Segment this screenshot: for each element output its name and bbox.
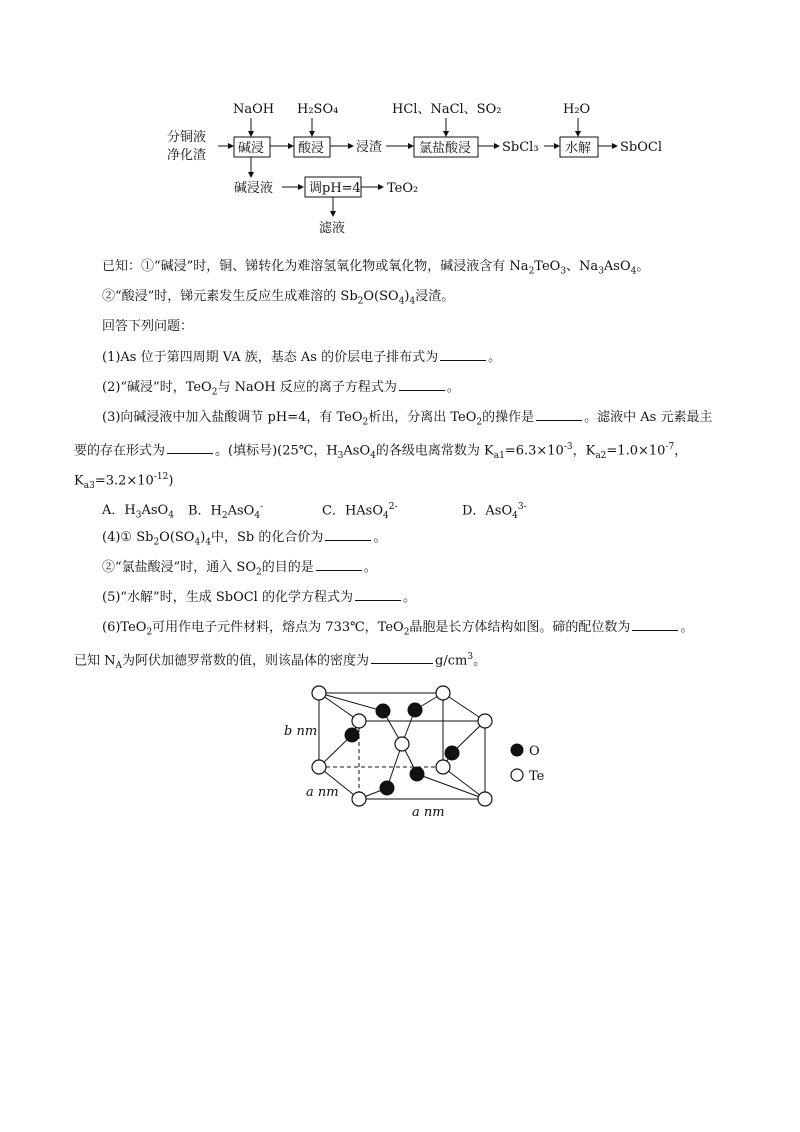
arrowhead-sbcl3-hydrolysis <box>554 143 560 149</box>
option-b-text2: AsO <box>227 503 255 519</box>
input-label-line1: 分铜液 <box>167 130 207 145</box>
reagent-naoh: NaOH <box>233 102 275 117</box>
sbocl-label: SbOCl <box>620 140 662 155</box>
residue-label: 浸渣 <box>356 140 383 155</box>
q3-text-b: 析出，分离出 TeO <box>368 410 477 425</box>
q6-text-b: 可用作电子元件材料，熔点为 733℃，TeO <box>152 620 404 635</box>
question-1 <box>102 348 722 367</box>
question-3-line-2: 要的存在形式为 。(填标号)(25℃，$H_3AsO_4$的各级电离常数为 $K_{a1}=6.3\times 10^{-3}$，$K_{a2}=1.0\times 10^{-7}$， <box>74 442 688 461</box>
q3-text-e: 要的存在形式为 <box>74 443 166 459</box>
question-6-line-2: 已知 $N_A$为阿伏加德罗常数的值，则该晶体的密度为 $g/cm^3$。 <box>74 652 487 671</box>
label-a-nm-side <box>306 785 339 800</box>
option-a-text2: AsO <box>141 503 169 519</box>
bond-8 <box>417 774 485 799</box>
te-atom <box>352 792 366 806</box>
legend-te-marker <box>511 769 523 781</box>
question-3-options <box>102 498 722 525</box>
q6-text-f: g/cm <box>435 653 468 669</box>
option-c[interactable]: C．HAsO$_4^{2-}$ <box>322 502 398 521</box>
o-atom <box>345 728 359 742</box>
arrowhead-alkali-down <box>248 172 254 178</box>
option-d-text: D．AsO <box>462 503 513 519</box>
box-adjust-ph-label: 调pH=4 <box>309 181 361 196</box>
question-6-line-1: (6)TeO$_2$可用作电子元件材料，熔点为 733℃，TeO$_2$晶胞是长方体结构如图。碲的配位数为 。 <box>102 620 694 638</box>
q6-text-a: (6)TeO <box>102 620 147 635</box>
question-4-line-1: (4)① $Sb_2O(SO_4)_4$中，Sb 的化合价为 。 <box>102 530 387 548</box>
q6-answer-blank-2[interactable] <box>371 651 433 664</box>
label-b-text: b nm <box>284 724 318 739</box>
o-atom <box>410 767 424 781</box>
reagent-hcl-nacl-so2: HCl、NaCl、SO₂ <box>392 102 502 117</box>
q3-answer-blank-2[interactable] <box>167 441 213 454</box>
q2-text-a: (2)“碱浸”时，TeO <box>102 380 212 395</box>
arrowhead-chlorine-sbcl3 <box>494 143 500 149</box>
edge-depth-br <box>443 767 485 799</box>
box-chlorine-acid-leach-label: 氯盐酸浸 <box>419 141 472 156</box>
box-hydrolysis-label: 水解 <box>565 141 592 156</box>
q4-text-d: 中，Sb 的化合价为 <box>211 530 324 545</box>
known-line-1: 已知：①“碱浸”时，铜、锑转化为难溶氢氧化物或氧化物，碱浸液含有 $Na_2TeO_3$、$Na_3AsO_4$。 <box>102 259 650 277</box>
teo2-unit-cell-diagram <box>270 680 570 830</box>
arrowhead-residue-chlorine <box>408 143 414 149</box>
known-b4: 浸渣。 <box>415 289 455 304</box>
question-2: (2)“碱浸”时，TeO$_2$与 NaOH 反应的离子方程式为 。 <box>102 380 460 398</box>
question-3-line-1: (3)向碱浸液中加入盐酸调节 pH=4，有 TeO$_2$析出，分离出 TeO$_2$的操作是 。滤液中 As 元素最主 <box>102 410 713 428</box>
label-b-nm <box>284 724 317 739</box>
arrowhead-h2so4 <box>309 131 315 137</box>
q3-text-l: ， <box>674 443 688 459</box>
arrowhead-acid-residue <box>348 143 354 149</box>
arrowhead-hcl <box>443 131 449 137</box>
option-c-text: C．HAsO <box>322 503 384 519</box>
known-a2: TeO <box>534 259 561 274</box>
te-atom <box>478 714 492 728</box>
q4-text-e: ②“氯盐酸浸”时，通入 SO <box>102 560 256 575</box>
q4-end-2: 。 <box>363 560 377 575</box>
option-a-text: A．H <box>102 503 136 519</box>
input-label-line2: 净化渣 <box>167 148 207 163</box>
q3-text-d: 。滤液中 As 元素最主 <box>584 410 713 425</box>
q1-text: (1)As 位于第四周期 VA 族，基态 As 的价层电子排布式为 <box>102 350 439 365</box>
o-atom <box>445 746 459 760</box>
answer-prompt: 回答下列问题： <box>102 319 194 334</box>
alkali-liquor-label: 碱浸液 <box>234 181 274 196</box>
question-3-line-3: $K_{a3}=3.2\times 10^{-12}$) <box>74 472 174 491</box>
q3-text-c: 的操作是 <box>482 410 535 425</box>
box-alkali-leach-label: 碱浸 <box>238 141 265 156</box>
q3-text-g: AsO <box>343 443 371 459</box>
q3-text-i: =6.3×10 <box>504 443 564 459</box>
legend-o-label: O <box>529 744 540 759</box>
q6-text-g: 。 <box>473 653 487 669</box>
q3-text-a: (3)向碱浸液中加入盐酸调节 pH=4，有 TeO <box>102 410 363 425</box>
q6-text-d: 已知 N <box>74 653 116 669</box>
option-d[interactable]: D．AsO$_4^{3-}$ <box>462 502 527 521</box>
bond-1 <box>319 693 383 711</box>
q6-text-c: 晶胞是长方体结构如图。碲的配位数为 <box>409 620 631 635</box>
q1-answer-blank[interactable] <box>440 348 486 361</box>
q2-text-b: 与 NaOH 反应的离子方程式为 <box>217 380 397 395</box>
arrowhead-h2o <box>575 131 581 137</box>
q5-answer-blank[interactable] <box>355 588 401 601</box>
known-a3: 、Na <box>566 259 599 274</box>
q4-text-b: O(SO <box>159 530 195 545</box>
q3-text-j: ，K <box>572 443 596 459</box>
sbcl3-label: SbCl₃ <box>502 140 539 155</box>
q4-answer-blank-2[interactable] <box>316 558 362 571</box>
q3-text-f: 。(填标号)(25℃，H <box>215 443 338 459</box>
o-atom <box>376 704 390 718</box>
option-b[interactable]: B．$H_2AsO_4^-$ <box>188 502 264 521</box>
q3-text-h: 的各级电离常数为 K <box>375 443 494 459</box>
known-a5: 。 <box>636 259 650 274</box>
arrowhead-hydrolysis-sbocl <box>612 143 618 149</box>
known-a: 已知：①“碱浸”时，铜、锑转化为难溶氢氧化物或氧化物，碱浸液含有 Na <box>102 259 529 274</box>
known-line-2: ②“酸浸”时，锑元素发生反应生成难溶的 $Sb_2O(SO_4)_4$浸渣。 <box>102 289 455 307</box>
legend-te-label: Te <box>529 769 545 784</box>
q6-answer-blank-1[interactable] <box>632 618 678 631</box>
label-a-side-text: a nm <box>306 785 339 800</box>
legend-o-marker <box>511 744 523 756</box>
q3-text-k: =1.0×10 <box>606 443 666 459</box>
q6-text-e: 为阿伏加德罗常数的值，则该晶体的密度为 <box>122 653 370 669</box>
label-a-nm-bottom <box>412 805 445 820</box>
te-atom <box>312 686 326 700</box>
q3-text-m: K <box>74 473 84 489</box>
q4-text-a: (4)① Sb <box>102 530 154 545</box>
o-atom <box>408 703 422 717</box>
question-4-line-2: ②“氯盐酸浸”时，通入 $SO_2$的目的是 。 <box>102 560 377 578</box>
teo2-label: TeO₂ <box>387 181 419 196</box>
question-5 <box>102 588 722 607</box>
arrowhead-input <box>228 143 234 149</box>
q5-end: 。 <box>402 590 416 605</box>
te-atom <box>312 760 326 774</box>
label-a-bottom-text: a nm <box>412 805 445 820</box>
process-flowchart <box>0 0 800 250</box>
arrowhead-ph-down <box>330 211 336 217</box>
arrowhead-naoh <box>248 131 254 137</box>
o-atom <box>380 781 394 795</box>
q6-end: 。 <box>680 620 694 635</box>
te-atom <box>352 714 366 728</box>
q2-answer-blank[interactable] <box>399 378 445 391</box>
te-atom <box>436 686 450 700</box>
q4-answer-blank-1[interactable] <box>325 528 371 541</box>
option-a[interactable]: A．$H_3AsO_4$ <box>102 503 174 521</box>
te-atom <box>436 760 450 774</box>
q3-text-o: ) <box>168 473 174 489</box>
q4-text-f: 的目的是 <box>261 560 314 575</box>
q2-end: 。 <box>446 380 460 395</box>
known-b2: O(SO <box>363 289 399 304</box>
option-b-text: B．H <box>188 503 222 519</box>
q3-answer-blank-1[interactable] <box>536 408 582 421</box>
q4-text-c: ) <box>200 530 206 545</box>
reagent-h2so4: H₂SO₄ <box>297 102 339 117</box>
known-a4: AsO <box>603 259 631 274</box>
box-acid-leach-label: 酸浸 <box>298 141 325 156</box>
q4-end: 。 <box>373 530 387 545</box>
arrowhead-ph-teo2 <box>378 184 384 190</box>
reagent-h2o: H₂O <box>563 102 591 117</box>
te-atom-center <box>395 737 409 751</box>
q1-end: 。 <box>488 350 502 365</box>
known-b3: ) <box>404 289 410 304</box>
q3-text-n: =3.2×10 <box>94 473 154 489</box>
q5-text: (5)“水解”时，生成 SbOCl 的化学方程式为 <box>102 590 353 605</box>
arrowhead-alkali-acid <box>288 143 294 149</box>
te-atom <box>478 792 492 806</box>
filtrate-label: 滤液 <box>319 221 346 236</box>
arrowhead-liquor-ph <box>298 184 304 190</box>
known-b: ②“酸浸”时，锑元素发生反应生成难溶的 Sb <box>102 289 358 304</box>
